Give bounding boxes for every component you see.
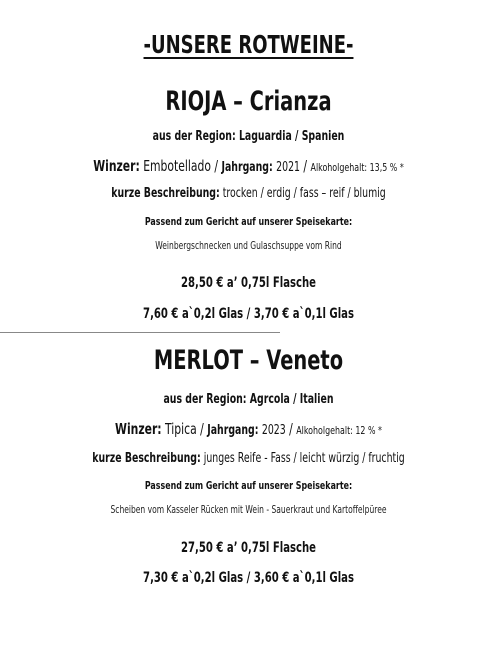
- description-label: kurze Beschreibung:: [92, 451, 201, 466]
- jahrgang-value: 2023: [261, 423, 286, 438]
- wine-producer-line: [70, 420, 428, 438]
- jahrgang-label: Jahrgang:: [221, 160, 273, 175]
- section-divider: [0, 332, 280, 333]
- separator: /: [200, 420, 204, 438]
- winzer-value: Embotellado: [143, 157, 211, 175]
- alkohol-value: Alkoholgehalt: 13,5 % *: [310, 161, 404, 174]
- wine-name: RIOJA – Crianza: [165, 86, 332, 117]
- description-value: junges Reife - Fass / leicht würzig / fruchtig: [203, 451, 405, 466]
- separator: /: [214, 157, 219, 175]
- wine-region: aus der Region: Laguardia / Spanien: [152, 129, 345, 144]
- price-bottle: 28,50 € a’ 0,75l Flasche: [180, 275, 317, 291]
- winzer-value: Tipica: [165, 420, 197, 438]
- description-value: trocken / erdig / fass – reif / blumig: [222, 186, 386, 201]
- price-glass: 7,60 € a`0,2l Glas / 3,70 € a`0,1l Glas: [143, 306, 354, 322]
- jahrgang-value: 2021: [276, 160, 300, 175]
- separator: /: [303, 157, 308, 175]
- wine-description-line: [70, 451, 428, 466]
- jahrgang-label: Jahrgang:: [207, 423, 259, 438]
- pairing-dish: Scheiben vom Kasseler Rücken mit Wein - Sauerkraut und Kartoffelpüree: [110, 504, 387, 516]
- winzer-label: Winzer:: [115, 420, 162, 438]
- winzer-label: Winzer:: [93, 157, 140, 175]
- price-glass: 7,30 € a`0,2l Glas / 3,60 € a`0,1l Glas: [143, 570, 354, 586]
- pairing-dish: Weinbergschnecken und Gulaschsuppe vom Rind: [155, 240, 342, 252]
- separator: /: [289, 420, 293, 438]
- wine-name: MERLOT – Veneto: [153, 345, 344, 376]
- price-bottle: 27,50 € a’ 0,75l Flasche: [180, 540, 317, 556]
- pairing-label: Passend zum Gericht auf unserer Speisekarte:: [144, 479, 353, 492]
- wine-description-line: [70, 186, 428, 201]
- description-label: kurze Beschreibung:: [111, 186, 220, 201]
- page-title: -UNSERE ROTWEINE-: [143, 30, 354, 59]
- pairing-label: Passend zum Gericht auf unserer Speisekarte:: [144, 215, 353, 228]
- wine-producer-line: [70, 157, 428, 175]
- wine-region: aus der Region: Agrcola / Italien: [163, 392, 334, 407]
- alkohol-value: Alkoholgehalt: 12 % *: [296, 424, 382, 437]
